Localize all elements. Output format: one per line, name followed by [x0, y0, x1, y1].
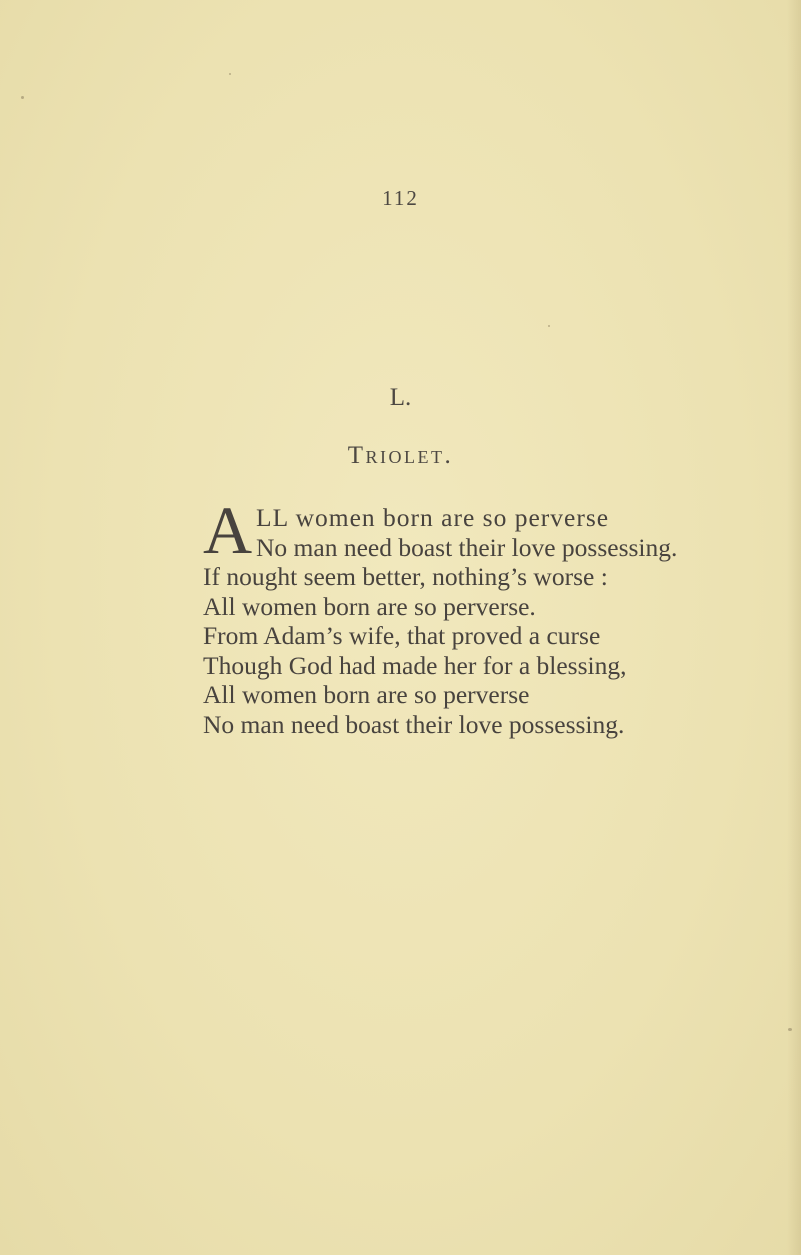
- poem-line-1: LL women born are so perverse: [256, 503, 610, 532]
- paper-speck: [229, 73, 231, 75]
- page-number: 112: [382, 186, 419, 210]
- paper-speck: [548, 325, 550, 327]
- poem-line-8: No man need boast their love possessing.: [203, 709, 625, 739]
- poem-line-2: No man need boast their love possessing.: [256, 532, 678, 562]
- drop-cap: A: [203, 492, 253, 568]
- poem-line-3: If nought seem better, nothing’s worse :: [203, 562, 608, 591]
- paper-speck: [788, 1028, 792, 1031]
- section-number: L.: [389, 384, 412, 411]
- poem-line-4: All women born are so perverse.: [203, 591, 536, 621]
- poem-body: [203, 503, 793, 739]
- poem-title: Triolet.: [347, 442, 454, 469]
- poem-line-5: From Adam’s wife, that proved a curse: [203, 621, 601, 650]
- paper-speck: [21, 96, 24, 99]
- poem-line-7: All women born are so perverse: [203, 680, 530, 709]
- poem-line-6: Though God had made her for a blessing,: [203, 650, 627, 680]
